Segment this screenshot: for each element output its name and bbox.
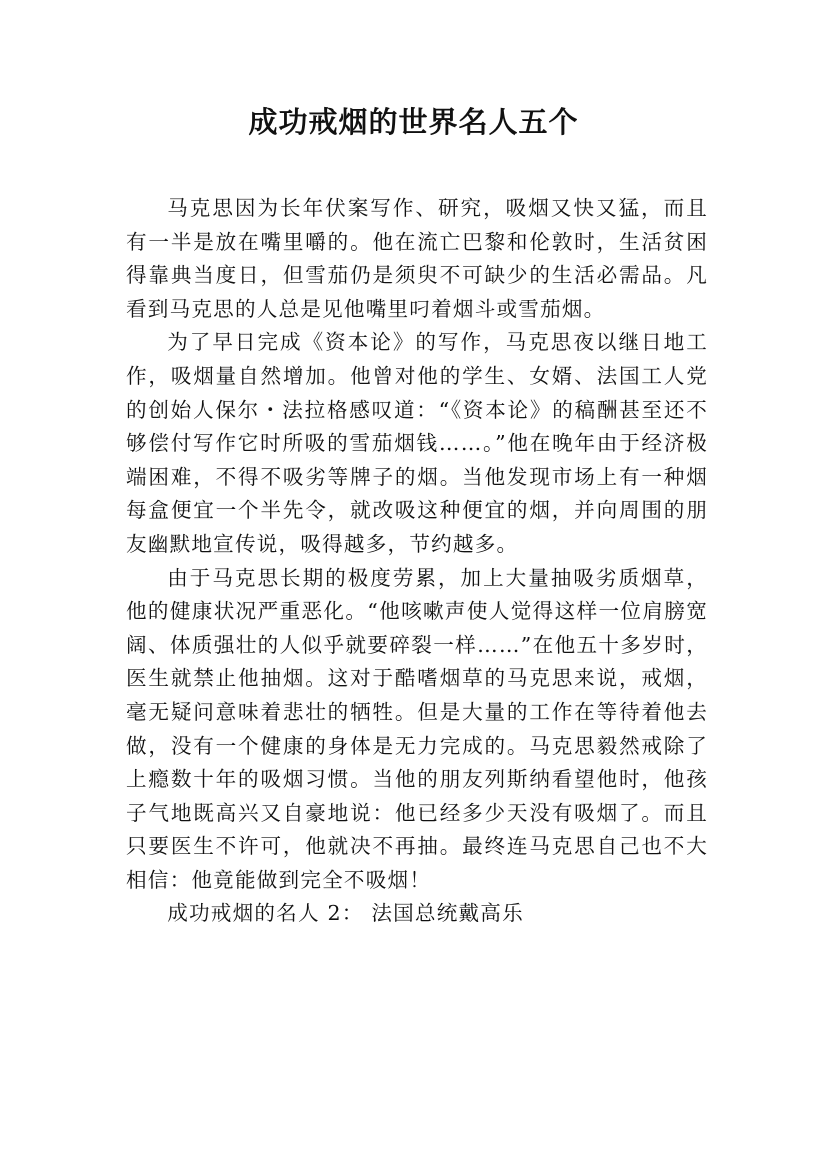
paragraph-2: 为了早日完成《资本论》的写作，马克思夜以继日地工作，吸烟量自然增加。他曾对他的学生、女婿、法国工人党的创始人保尔・法拉格感叹道：“《资本论》的稿酬甚至还不够偿付写作它时所吸的雪茄烟钱……。”他在晚年由于经济极端困难，不得不吸劣等牌子的烟。当他发现市场上有一种烟每盒便宜一个半先令，就改吸这种便宜的烟，并向周围的朋友幽默地宣传说，吸得越多，节约越多。 (126, 330, 708, 556)
section-heading-2: 成功戒烟的名人 2： 法国总统戴高乐 (167, 901, 524, 926)
paragraph-3: 由于马克思长期的极度劳累，加上大量抽吸劣质烟草，他的健康状况严重恶化。“他咳嗽声使人觉得这样一位肩膀宽阔、体质强壮的人似乎就要碎裂一样……”在他五十多岁时，医生就禁止他抽烟。这对于酷嗜烟草的马克思来说，戒烟，毫无疑问意味着悲壮的牺牲。但是大量的工作在等待着他去做，没有一个健康的身体是无力完成的。马克思毅然戒除了上瘾数十年的吸烟习惯。当他的朋友列斯纳看望他时，他孩子气地既高兴又自豪地说：他已经多少天没有吸烟了。而且只要医生不许可，他就决不再抽。最终连马克思自己也不大相信：他竟能做到完全不吸烟！ (126, 565, 708, 892)
paragraph-1: 马克思因为长年伏案写作、研究，吸烟又快又猛，而且有一半是放在嘴里嚼的。他在流亡巴黎和伦敦时，生活贫困得靠典当度日，但雪茄仍是须臾不可缺少的生活必需品。凡看到马克思的人总是见他嘴里叼着烟斗或雪茄烟。 (126, 196, 708, 321)
document-body (126, 192, 708, 931)
document-title: 成功戒烟的世界名人五个 (248, 105, 579, 139)
